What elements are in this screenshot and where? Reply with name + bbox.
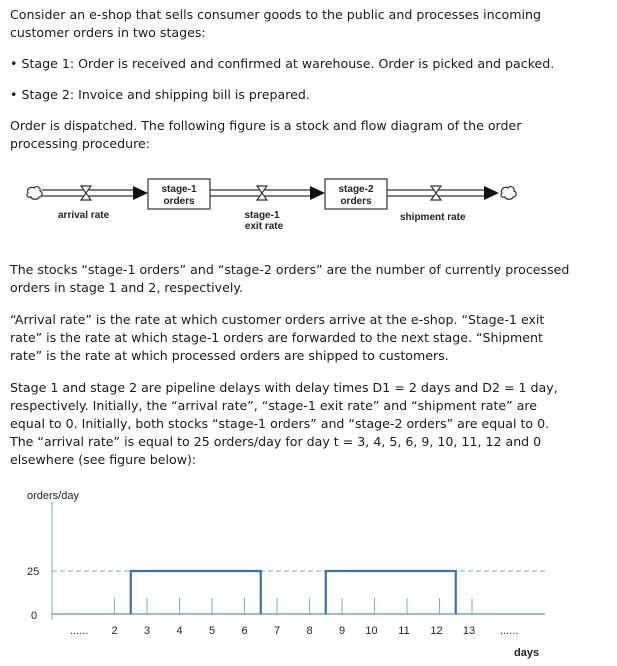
- shipment-flow-pipe: [387, 186, 499, 200]
- y-tick-label: 25: [27, 566, 40, 578]
- bullet-mark: •: [10, 87, 18, 102]
- rates-paragraph: “Arrival rate” is the rate at which customer orders arrive at the e-shop. “Stage-1 exit rate” is the rate at which stage-1 orders are forwarded to the next stage. “Shipment rate” is the rate at which processed orders are shipped to customers.: [10, 312, 545, 363]
- exit-rate-label-line1: stage-1: [244, 210, 280, 221]
- stock1-label-line2: orders: [163, 196, 195, 207]
- shipment-rate-valve-icon: [431, 186, 441, 200]
- arrival-rate-pulse: [131, 571, 261, 614]
- stage2-text: Stage 2: Invoice and shipping bill is prepared.: [21, 87, 310, 102]
- x-tick-label: 6: [241, 625, 248, 637]
- y-tick-label: 0: [31, 610, 38, 622]
- x-tick-label: 2: [111, 625, 118, 637]
- stocks-paragraph: The stocks “stage-1 orders” and “stage-2 orders” are the number of currently processed orders in stage 1 and 2, respectively.: [10, 262, 570, 295]
- y-axis-label: orders/day: [27, 490, 79, 502]
- arrival-flow-pipe: [42, 186, 148, 200]
- stage2-bullet: [10, 86, 570, 104]
- bullet-mark: •: [10, 56, 18, 71]
- arrival-rate-pulse: [326, 571, 456, 614]
- stock-flow-diagram: [0, 170, 617, 240]
- shipment-rate-label: shipment rate: [400, 212, 466, 223]
- stock2-label-line2: orders: [340, 196, 372, 207]
- x-tick-label: 8: [306, 625, 313, 637]
- x-tick-label: 5: [208, 625, 216, 637]
- x-tick-label: 7: [273, 625, 281, 637]
- stock2-label-line1: stage-2: [338, 184, 374, 195]
- x-tick-label: 9: [338, 625, 346, 637]
- stage1-exit-flow-pipe: [210, 186, 325, 200]
- x-tick-label: 13: [462, 625, 476, 637]
- stock1-label-line1: stage-1: [161, 184, 197, 195]
- stage1-text: Stage 1: Order is received and confirmed at warehouse. Order is picked and packed.: [21, 56, 555, 71]
- x-tick-label: 4: [176, 625, 183, 637]
- x-ellipsis-right: ......: [500, 625, 519, 637]
- arrival-rate-label: arrival rate: [58, 210, 110, 221]
- x-tick-label: 3: [143, 625, 151, 637]
- dispatched-paragraph: Order is dispatched. The following figure is a stock and flow diagram of the order processing procedure:: [10, 118, 522, 151]
- stage1-exit-rate-valve-icon: [257, 186, 267, 200]
- intro-paragraph: Consider an e-shop that sells consumer goods to the public and processes incoming customer orders in two stages:: [10, 7, 541, 40]
- x-tick-label: 12: [430, 625, 443, 637]
- arrival-rate-valve-icon: [81, 186, 91, 200]
- x-ellipsis-left: ......: [70, 625, 89, 637]
- exit-rate-label-line2: exit rate: [244, 221, 284, 232]
- delays-paragraph: Stage 1 and stage 2 are pipeline delays with delay times D1 = 2 days and D2 = 1 day, respectively. Initially, the “arrival rate”, “stage-1 exit rate” and “shipment rate” are equal to 0. Initially, both stocks “stage-1 orders” and “stage-2 orders” are equal to 0. The “arrival rate” is equal to 25 orders/day for day t = 3, 4, 5, 6, 9, 10, 11, 12 and 0 elsewhere (see figure below):: [10, 380, 558, 467]
- x-axis-label: days: [514, 647, 540, 659]
- stage1-bullet: [10, 55, 570, 73]
- source-cloud-icon: [27, 187, 42, 200]
- x-tick-label: 10: [365, 625, 378, 637]
- sink-cloud-icon: [501, 187, 516, 200]
- arrival-rate-chart: [0, 480, 617, 666]
- x-tick-label: 11: [398, 625, 410, 637]
